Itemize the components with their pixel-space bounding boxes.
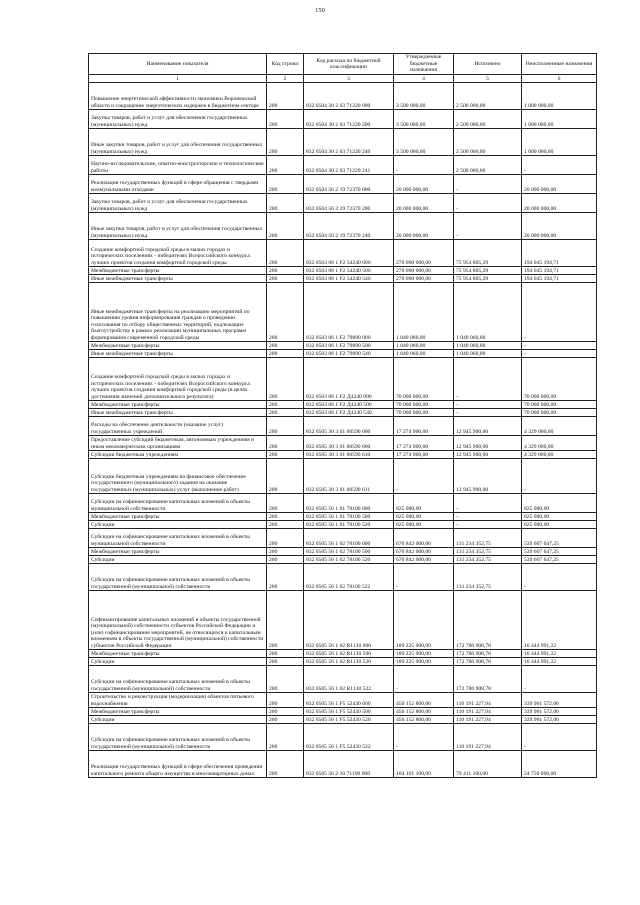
approved-amount-cell: 104 161 100,00 — [394, 751, 454, 778]
table-row — [89, 529, 597, 548]
table-row — [89, 708, 597, 716]
unexecuted-amount-cell: 194 045 194,71 — [522, 275, 597, 283]
budget-code-cell: 832 0505 56 2 10 71190 000 — [304, 751, 394, 778]
executed-amount-cell: 172 780 908,78 — [454, 658, 522, 666]
approved-amount-cell: 189 225 900,00 — [394, 658, 454, 666]
approved-amount-cell: 270 000 000,00 — [394, 275, 454, 283]
approved-amount-cell: 450 152 800,00 — [394, 716, 454, 724]
executed-amount-cell: 131 234 352,75 — [454, 556, 522, 564]
table-row — [89, 459, 597, 494]
unexecuted-amount-cell: 539 607 647,25 — [522, 548, 597, 556]
unexecuted-amount-cell: 1 000 000,00 — [522, 110, 597, 129]
approved-amount-cell: 3 500 000,00 — [394, 83, 454, 110]
header-indicator-name: Наименование показателя — [89, 54, 267, 75]
executed-amount-cell: 12 945 900,00 — [454, 436, 522, 451]
indicator-name-cell: Предоставление субсидий бюджетным, автономным учреждениям и иным некоммерческим организациям — [89, 436, 267, 451]
line-code-cell: 200 — [267, 716, 304, 724]
unexecuted-amount-cell: - — [522, 724, 597, 751]
unexecuted-amount-cell: 16 444 991,22 — [522, 650, 597, 658]
unexecuted-amount-cell: 4 329 000,00 — [522, 417, 597, 436]
approved-amount-cell: 450 152 800,00 — [394, 708, 454, 716]
budget-code-cell: 832 0505 56 1 F5 52430 522 — [304, 724, 394, 751]
unexecuted-amount-cell: 825 000,00 — [522, 513, 597, 521]
table-row — [89, 129, 597, 156]
line-code-cell: 200 — [267, 451, 304, 459]
indicator-name-cell: Межбюджетные трансферты — [89, 708, 267, 716]
executed-amount-cell: 75 954 805,29 — [454, 275, 522, 283]
unexecuted-amount-cell: 70 000 000,00 — [522, 409, 597, 417]
indicator-name-cell: Межбюджетные трансферты — [89, 548, 267, 556]
executed-amount-cell: 110 191 227,94 — [454, 708, 522, 716]
unexecuted-amount-cell: 339 961 572,06 — [522, 708, 597, 716]
executed-amount-cell: 2 500 000,00 — [454, 110, 522, 129]
indicator-name-cell: Субсидии бюджетным учреждениям — [89, 451, 267, 459]
executed-amount-cell: - — [454, 409, 522, 417]
header-budget-classification: Код расхода по бюджетной классификации — [304, 54, 394, 75]
executed-amount-cell: 131 234 352,75 — [454, 548, 522, 556]
approved-amount-cell: 825 000,00 — [394, 494, 454, 513]
line-code-cell: 200 — [267, 556, 304, 564]
executed-amount-cell: 2 500 000,00 — [454, 129, 522, 156]
line-code-cell: 200 — [267, 110, 304, 129]
indicator-name-cell: Расходы на обеспечение деятельности (оказание услуг) государственных учреждений — [89, 417, 267, 436]
table-row — [89, 358, 597, 401]
unexecuted-amount-cell: - — [522, 156, 597, 175]
budget-code-cell: 832 0504 30 2 03 71220 200 — [304, 110, 394, 129]
line-code-cell: 200 — [267, 283, 304, 342]
line-code-cell: 200 — [267, 350, 304, 358]
line-code-cell: 200 — [267, 267, 304, 275]
executed-amount-cell: 110 191 227,94 — [454, 716, 522, 724]
table-row — [89, 240, 597, 267]
approved-amount-cell: - — [394, 564, 454, 591]
approved-amount-cell: 1 040 060,00 — [394, 283, 454, 342]
line-code-cell: 200 — [267, 342, 304, 350]
indicator-name-cell: Субсидии на софинансирование капитальных вложений в объекты государственной (муниципальной) собственности — [89, 564, 267, 591]
executed-amount-cell: 2 500 000,00 — [454, 83, 522, 110]
unexecuted-amount-cell: 20 000 000,00 — [522, 175, 597, 194]
column-number: 3 — [304, 75, 394, 83]
approved-amount-cell: 17 274 900,00 — [394, 436, 454, 451]
budget-code-cell: 832 0503 06 1 F2 79090 000 — [304, 283, 394, 342]
unexecuted-amount-cell: - — [522, 666, 597, 693]
unexecuted-amount-cell: 1 000 000,00 — [522, 129, 597, 156]
budget-code-cell: 832 0504 56 2 19 72370 000 — [304, 175, 394, 194]
indicator-name-cell: Субсидии на софинансирование капитальных вложений в объекты муниципальной собственности — [89, 529, 267, 548]
unexecuted-amount-cell: 70 000 000,00 — [522, 401, 597, 409]
line-code-cell: 200 — [267, 650, 304, 658]
indicator-name-cell: Создание комфортной городской среды в малых городах и исторических поселениях - победителях Всероссийского конкурса лучших проектов создания комфортной городской среды — [89, 240, 267, 267]
budget-code-cell: 832 0505 56 1 02 R1130 500 — [304, 650, 394, 658]
budget-code-cell: 832 0503 06 1 F2 Д4240 540 — [304, 409, 394, 417]
budget-code-cell: 832 0505 56 1 01 78100 500 — [304, 513, 394, 521]
table-row — [89, 409, 597, 417]
line-code-cell: 200 — [267, 693, 304, 708]
indicator-name-cell: Реализация государственных функций в сфере обращения с твердыми коммунальными отходами — [89, 175, 267, 194]
table-row — [89, 650, 597, 658]
budget-code-cell: 832 0504 56 2 19 72370 200 — [304, 194, 394, 213]
unexecuted-amount-cell: 194 045 194,71 — [522, 240, 597, 267]
executed-amount-cell: - — [454, 513, 522, 521]
line-code-cell: 200 — [267, 564, 304, 591]
table-row — [89, 548, 597, 556]
indicator-name-cell: Иные межбюджетные трансферты — [89, 275, 267, 283]
table-row — [89, 350, 597, 358]
indicator-name-cell: Иные межбюджетные трансферты на реализацию мероприятий по повышению уровня информирования граждан о проведении голосования по отбору общественных территорий, подлежащих благоустройству в рамках реализации муниципальных программ формирования современной городской среды — [89, 283, 267, 342]
approved-amount-cell: 270 000 000,00 — [394, 267, 454, 275]
budget-code-cell: 832 0504 30 2 03 71220 240 — [304, 129, 394, 156]
approved-amount-cell: 189 225 900,00 — [394, 591, 454, 650]
approved-amount-cell: 3 500 000,00 — [394, 110, 454, 129]
executed-amount-cell: 12 945 900,00 — [454, 459, 522, 494]
approved-amount-cell: 20 000 000,00 — [394, 194, 454, 213]
indicator-name-cell: Субсидии — [89, 556, 267, 564]
table-row — [89, 666, 597, 693]
indicator-name-cell: Субсидии на софинансирование капитальных вложений в объекты государственной (муниципальной) собственности — [89, 724, 267, 751]
line-code-cell: 200 — [267, 275, 304, 283]
executed-amount-cell: 1 040 060,00 — [454, 283, 522, 342]
indicator-name-cell: Межбюджетные трансферты — [89, 513, 267, 521]
approved-amount-cell: 17 274 900,00 — [394, 417, 454, 436]
table-row — [89, 194, 597, 213]
table-row — [89, 401, 597, 409]
header-executed: Исполнено — [454, 54, 522, 75]
budget-code-cell: 832 0505 30 3 01 00590 610 — [304, 451, 394, 459]
executed-amount-cell: 79 411 100,00 — [454, 751, 522, 778]
line-code-cell: 200 — [267, 591, 304, 650]
table-row — [89, 693, 597, 708]
table-row — [89, 521, 597, 529]
table-row — [89, 751, 597, 778]
budget-code-cell: 832 0503 06 1 F2 54240 000 — [304, 240, 394, 267]
column-number: 2 — [267, 75, 304, 83]
approved-amount-cell: 70 000 000,00 — [394, 409, 454, 417]
budget-code-cell: 832 0505 56 1 02 R1130 000 — [304, 591, 394, 650]
table-row — [89, 494, 597, 513]
approved-amount-cell: 189 225 900,00 — [394, 650, 454, 658]
indicator-name-cell: Субсидии — [89, 521, 267, 529]
unexecuted-amount-cell: 194 045 194,71 — [522, 267, 597, 275]
line-code-cell: 200 — [267, 358, 304, 401]
unexecuted-amount-cell: - — [522, 283, 597, 342]
indicator-name-cell: Научно-исследовательские, опытно-конструкторские и технологические работы — [89, 156, 267, 175]
unexecuted-amount-cell: 16 444 991,22 — [522, 591, 597, 650]
approved-amount-cell: 20 000 000,00 — [394, 175, 454, 194]
table-row — [89, 556, 597, 564]
line-code-cell: 200 — [267, 240, 304, 267]
approved-amount-cell: - — [394, 724, 454, 751]
executed-amount-cell: 12 945 900,00 — [454, 451, 522, 459]
budget-code-cell: 832 0503 06 1 F2 79090 500 — [304, 342, 394, 350]
budget-code-cell: 832 0505 56 1 02 R1130 520 — [304, 658, 394, 666]
table-row — [89, 342, 597, 350]
approved-amount-cell: 20 000 000,00 — [394, 213, 454, 240]
executed-amount-cell: - — [454, 358, 522, 401]
budget-code-cell: 832 0504 30 2 03 71220 241 — [304, 156, 394, 175]
unexecuted-amount-cell: 20 000 000,00 — [522, 213, 597, 240]
unexecuted-amount-cell: 4 329 000,00 — [522, 451, 597, 459]
indicator-name-cell: Субсидии на софинансирование капитальных вложений в объекты муниципальной собственности — [89, 494, 267, 513]
indicator-name-cell: Межбюджетные трансферты — [89, 267, 267, 275]
budget-code-cell: 832 0505 56 1 02 78100 000 — [304, 529, 394, 548]
budget-code-cell: 832 0505 30 3 01 00590 000 — [304, 417, 394, 436]
executed-amount-cell: 75 954 805,29 — [454, 240, 522, 267]
approved-amount-cell: - — [394, 459, 454, 494]
executed-amount-cell: - — [454, 521, 522, 529]
table-row — [89, 283, 597, 342]
unexecuted-amount-cell: 539 607 647,25 — [522, 556, 597, 564]
indicator-name-cell: Повышение энергетической эффективности экономики Воронежской области и сокращение энергетических издержек в бюджетном секторе — [89, 83, 267, 110]
unexecuted-amount-cell: - — [522, 350, 597, 358]
budget-code-cell: 832 0505 56 1 F5 52430 000 — [304, 693, 394, 708]
budget-code-cell: 832 0504 56 2 19 72370 240 — [304, 213, 394, 240]
unexecuted-amount-cell: 825 000,00 — [522, 494, 597, 513]
unexecuted-amount-cell: 825 000,00 — [522, 521, 597, 529]
executed-amount-cell: 131 234 352,75 — [454, 564, 522, 591]
budget-code-cell: 832 0503 06 1 F2 Д4240 500 — [304, 401, 394, 409]
column-number: 5 — [454, 75, 522, 83]
line-code-cell: 200 — [267, 521, 304, 529]
column-number: 4 — [394, 75, 454, 83]
header-approved: Утвержденные бюджетные назначения — [394, 54, 454, 75]
unexecuted-amount-cell: 24 750 000,00 — [522, 751, 597, 778]
column-number: 6 — [522, 75, 597, 83]
indicator-name-cell: Закупка товаров, работ и услуг для обеспечения государственных (муниципальных) нужд — [89, 194, 267, 213]
table-row — [89, 451, 597, 459]
unexecuted-amount-cell: 539 607 647,25 — [522, 529, 597, 548]
line-code-cell: 200 — [267, 724, 304, 751]
table-body — [89, 83, 597, 778]
unexecuted-amount-cell: - — [522, 459, 597, 494]
line-code-cell: 200 — [267, 156, 304, 175]
table-row — [89, 716, 597, 724]
header-line-code: Код строки — [267, 54, 304, 75]
executed-amount-cell: 131 234 352,75 — [454, 529, 522, 548]
line-code-cell: 200 — [267, 129, 304, 156]
indicator-name-cell: Субсидии на софинансирование капитальных вложений в объекты государственной (муниципальной) собственности — [89, 666, 267, 693]
indicator-name-cell: Субсидии бюджетным учреждениям на финансовое обеспечение государственного (муниципального) задания на оказание государственных (муниципальных) услуг (выполнение работ) — [89, 459, 267, 494]
approved-amount-cell: - — [394, 666, 454, 693]
column-number-row — [89, 75, 597, 83]
unexecuted-amount-cell: 1 000 000,00 — [522, 83, 597, 110]
line-code-cell: 200 — [267, 708, 304, 716]
line-code-cell: 200 — [267, 436, 304, 451]
executed-amount-cell: 1 040 060,00 — [454, 342, 522, 350]
approved-amount-cell: - — [394, 156, 454, 175]
table-row — [89, 513, 597, 521]
indicator-name-cell: Межбюджетные трансферты — [89, 342, 267, 350]
executed-amount-cell: - — [454, 401, 522, 409]
approved-amount-cell: 1 040 060,00 — [394, 350, 454, 358]
indicator-name-cell: Иные межбюджетные трансферты — [89, 350, 267, 358]
line-code-cell: 200 — [267, 513, 304, 521]
approved-amount-cell: 670 842 000,00 — [394, 556, 454, 564]
table-row — [89, 564, 597, 591]
unexecuted-amount-cell: - — [522, 564, 597, 591]
executed-amount-cell: 172 780 908,78 — [454, 591, 522, 650]
table-row — [89, 156, 597, 175]
approved-amount-cell: 70 000 000,00 — [394, 401, 454, 409]
executed-amount-cell: - — [454, 175, 522, 194]
page-number: 150 — [315, 7, 325, 14]
budget-code-cell: 832 0503 06 1 F2 54240 540 — [304, 275, 394, 283]
budget-execution-table — [88, 53, 597, 778]
unexecuted-amount-cell: 20 000 000,00 — [522, 194, 597, 213]
approved-amount-cell: 670 842 000,00 — [394, 548, 454, 556]
table-row — [89, 110, 597, 129]
line-code-cell: 200 — [267, 459, 304, 494]
budget-code-cell: 832 0505 30 3 01 00590 611 — [304, 459, 394, 494]
budget-code-cell: 832 0505 56 1 02 78100 520 — [304, 556, 394, 564]
executed-amount-cell: 172 780 908,78 — [454, 650, 522, 658]
line-code-cell: 200 — [267, 494, 304, 513]
approved-amount-cell: 17 274 900,00 — [394, 451, 454, 459]
budget-code-cell: 832 0505 30 3 01 00590 600 — [304, 436, 394, 451]
line-code-cell: 200 — [267, 175, 304, 194]
indicator-name-cell: Реализация государственных функций в сфере обеспечения проведения капитального ремонта общего имущества в многоквартирных домах — [89, 751, 267, 778]
indicator-name-cell: Создание комфортной городской среды в малых городах и исторических поселениях - победителях Всероссийского конкурса лучших проектов создания комфортной городской среды (в целях достижения значений дополнительного результата) — [89, 358, 267, 401]
approved-amount-cell: 3 500 000,00 — [394, 129, 454, 156]
line-code-cell: 200 — [267, 658, 304, 666]
approved-amount-cell: 270 000 000,00 — [394, 240, 454, 267]
approved-amount-cell: 1 040 060,00 — [394, 342, 454, 350]
budget-code-cell: 832 0503 06 1 F2 54240 500 — [304, 267, 394, 275]
line-code-cell: 200 — [267, 751, 304, 778]
budget-code-cell: 832 0503 06 1 F2 Д4240 000 — [304, 358, 394, 401]
indicator-name-cell: Межбюджетные трансферты — [89, 401, 267, 409]
indicator-name-cell: Иные закупки товаров, работ и услуг для обеспечения государственных (муниципальных) нужд — [89, 213, 267, 240]
table-row — [89, 591, 597, 650]
line-code-cell: 200 — [267, 409, 304, 417]
executed-amount-cell: 172 780 908,78 — [454, 666, 522, 693]
budget-code-cell: 832 0505 56 1 01 78100 000 — [304, 494, 394, 513]
approved-amount-cell: 670 842 000,00 — [394, 529, 454, 548]
executed-amount-cell: 75 954 805,29 — [454, 267, 522, 275]
budget-code-cell: 832 0505 56 1 02 R1130 522 — [304, 666, 394, 693]
column-number: 1 — [89, 75, 267, 83]
unexecuted-amount-cell: 4 329 000,00 — [522, 436, 597, 451]
executed-amount-cell: 12 945 900,00 — [454, 417, 522, 436]
executed-amount-cell: 110 191 227,94 — [454, 693, 522, 708]
indicator-name-cell: Строительство и реконструкция (модернизация) объектов питьевого водоснабжения — [89, 693, 267, 708]
budget-code-cell: 832 0505 56 1 F5 52430 500 — [304, 708, 394, 716]
executed-amount-cell: 1 040 060,00 — [454, 350, 522, 358]
table-row — [89, 436, 597, 451]
line-code-cell: 200 — [267, 548, 304, 556]
line-code-cell: 200 — [267, 417, 304, 436]
executed-amount-cell: - — [454, 194, 522, 213]
line-code-cell: 200 — [267, 194, 304, 213]
table-row — [89, 213, 597, 240]
table-row — [89, 83, 597, 110]
unexecuted-amount-cell: 70 000 000,00 — [522, 358, 597, 401]
unexecuted-amount-cell: - — [522, 342, 597, 350]
unexecuted-amount-cell: 339 961 572,06 — [522, 716, 597, 724]
unexecuted-amount-cell: 16 444 991,22 — [522, 658, 597, 666]
budget-code-cell: 832 0505 56 1 F5 52430 520 — [304, 716, 394, 724]
table-row — [89, 275, 597, 283]
table-row — [89, 267, 597, 275]
executed-amount-cell: - — [454, 213, 522, 240]
header-unexecuted: Неисполненные назначения — [522, 54, 597, 75]
executed-amount-cell: 2 500 000,00 — [454, 156, 522, 175]
budget-code-cell: 832 0505 56 1 02 78100 522 — [304, 564, 394, 591]
executed-amount-cell: - — [454, 494, 522, 513]
table-row — [89, 724, 597, 751]
budget-code-cell: 832 0504 30 2 03 71220 000 — [304, 83, 394, 110]
table-row — [89, 417, 597, 436]
approved-amount-cell: 70 000 000,00 — [394, 358, 454, 401]
indicator-name-cell: Межбюджетные трансферты — [89, 650, 267, 658]
indicator-name-cell: Софинансирование капитальных вложений в объекты государственной (муниципальной) собственности субъектов Российской Федерации и (или) софинансирование мероприятий, не относящихся к капитальным вложениям в объекты государственной (муниципальной) собственности субъектов Российской Федерации — [89, 591, 267, 650]
budget-code-cell: 832 0505 56 1 02 78100 500 — [304, 548, 394, 556]
line-code-cell: 200 — [267, 213, 304, 240]
executed-amount-cell: 110 191 227,94 — [454, 724, 522, 751]
indicator-name-cell: Закупка товаров, работ и услуг для обеспечения государственных (муниципальных) нужд — [89, 110, 267, 129]
table-row — [89, 658, 597, 666]
table-header-row — [89, 54, 597, 75]
line-code-cell: 200 — [267, 666, 304, 693]
budget-code-cell: 832 0503 06 1 F2 79090 540 — [304, 350, 394, 358]
budget-code-cell: 832 0505 56 1 01 78100 520 — [304, 521, 394, 529]
line-code-cell: 200 — [267, 83, 304, 110]
indicator-name-cell: Иные межбюджетные трансферты — [89, 409, 267, 417]
unexecuted-amount-cell: 339 961 572,06 — [522, 693, 597, 708]
approved-amount-cell: 825 000,00 — [394, 513, 454, 521]
indicator-name-cell: Субсидии — [89, 716, 267, 724]
line-code-cell: 200 — [267, 529, 304, 548]
approved-amount-cell: 450 152 800,00 — [394, 693, 454, 708]
table-row — [89, 175, 597, 194]
indicator-name-cell: Субсидии — [89, 658, 267, 666]
approved-amount-cell: 825 000,00 — [394, 521, 454, 529]
line-code-cell: 200 — [267, 401, 304, 409]
indicator-name-cell: Иные закупки товаров, работ и услуг для обеспечения государственных (муниципальных) нужд — [89, 129, 267, 156]
